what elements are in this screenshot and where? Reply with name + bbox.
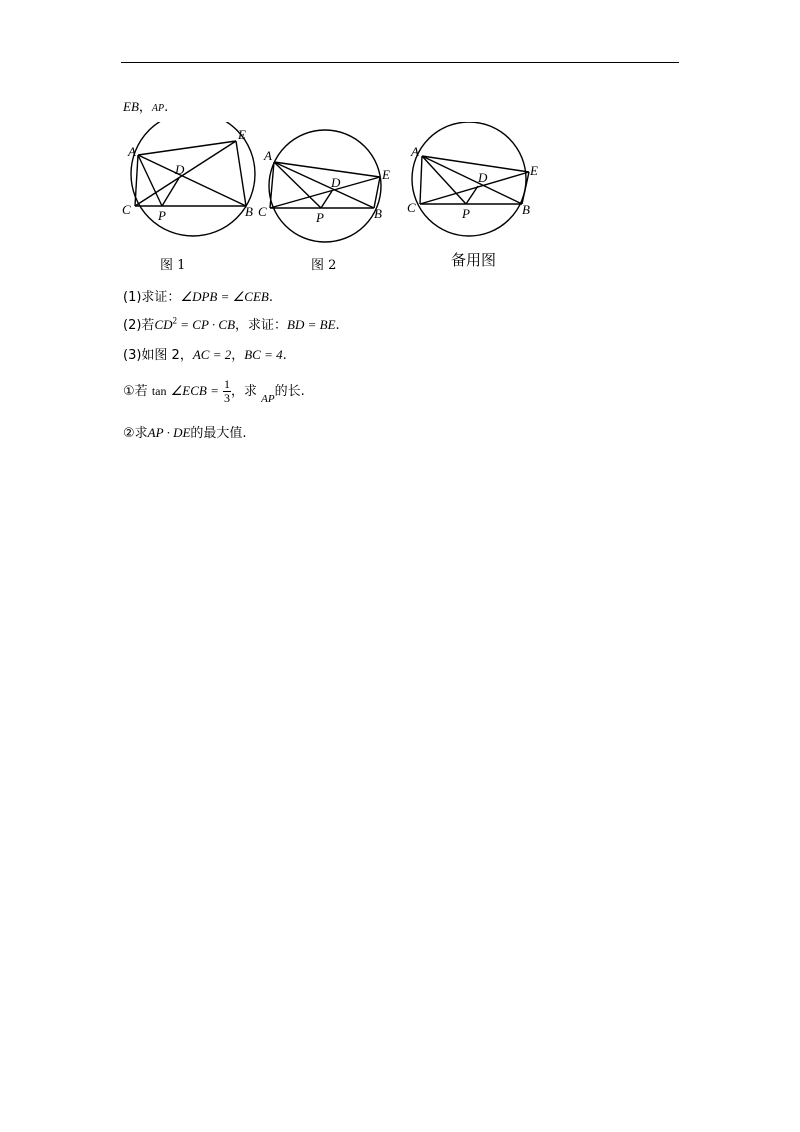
label-b: B	[245, 204, 253, 219]
figure-2	[258, 130, 390, 242]
caption-figure-1: 图 1	[160, 258, 186, 273]
label-d: D	[175, 162, 185, 177]
caption-figure-2: 图 2	[311, 258, 337, 273]
label-e: E	[530, 163, 538, 178]
label-a: A	[411, 144, 419, 159]
question-1: (1)求证：∠DPB = ∠CEB.	[123, 289, 273, 305]
expr-ap-de: AP · DE	[147, 425, 191, 440]
continued-text: EB，AP.	[123, 99, 169, 115]
label-c: C	[407, 200, 416, 215]
expr-ap: AP	[261, 393, 275, 405]
expr-angle-equality: ∠DPB = ∠CEB	[180, 289, 269, 304]
question-3-part-2: ②求AP · DE的最大值.	[123, 425, 247, 441]
fraction-one-third: $\frac{1}{3}$	[224, 377, 230, 405]
label-b: B	[522, 202, 530, 217]
expr-eb: EB	[123, 99, 139, 114]
label-p: P	[316, 210, 324, 225]
label-c: C	[122, 202, 131, 217]
label-d: D	[331, 175, 341, 190]
question-3-part-1: ①若 tan ∠ECB = $\frac{1}{3}$ ，求 $_{AP}$的长.	[123, 377, 305, 405]
header-rule	[121, 62, 679, 63]
label-c: C	[258, 204, 267, 219]
label-p: P	[158, 208, 166, 223]
label-a: A	[264, 148, 272, 163]
caption-spare-figure: 备用图	[451, 251, 497, 269]
question-3: (3)如图 2，AC = 2，BC = 4.	[123, 347, 287, 363]
question-2: (2)若$CD^2$ = CP · CB，求证：BD = BE.	[123, 315, 340, 333]
expr-bd-be: BD = BE	[287, 317, 336, 332]
figure-1	[122, 122, 255, 236]
figures	[120, 122, 550, 266]
label-a: A	[128, 144, 136, 159]
label-e: E	[382, 167, 390, 182]
label-b: B	[374, 206, 382, 221]
label-d: D	[478, 170, 488, 185]
geometry-figures	[120, 122, 550, 262]
label-e: E	[238, 127, 246, 142]
label-p: P	[462, 206, 470, 221]
figure-spare	[407, 122, 538, 236]
expr-ap: AP	[151, 103, 165, 114]
